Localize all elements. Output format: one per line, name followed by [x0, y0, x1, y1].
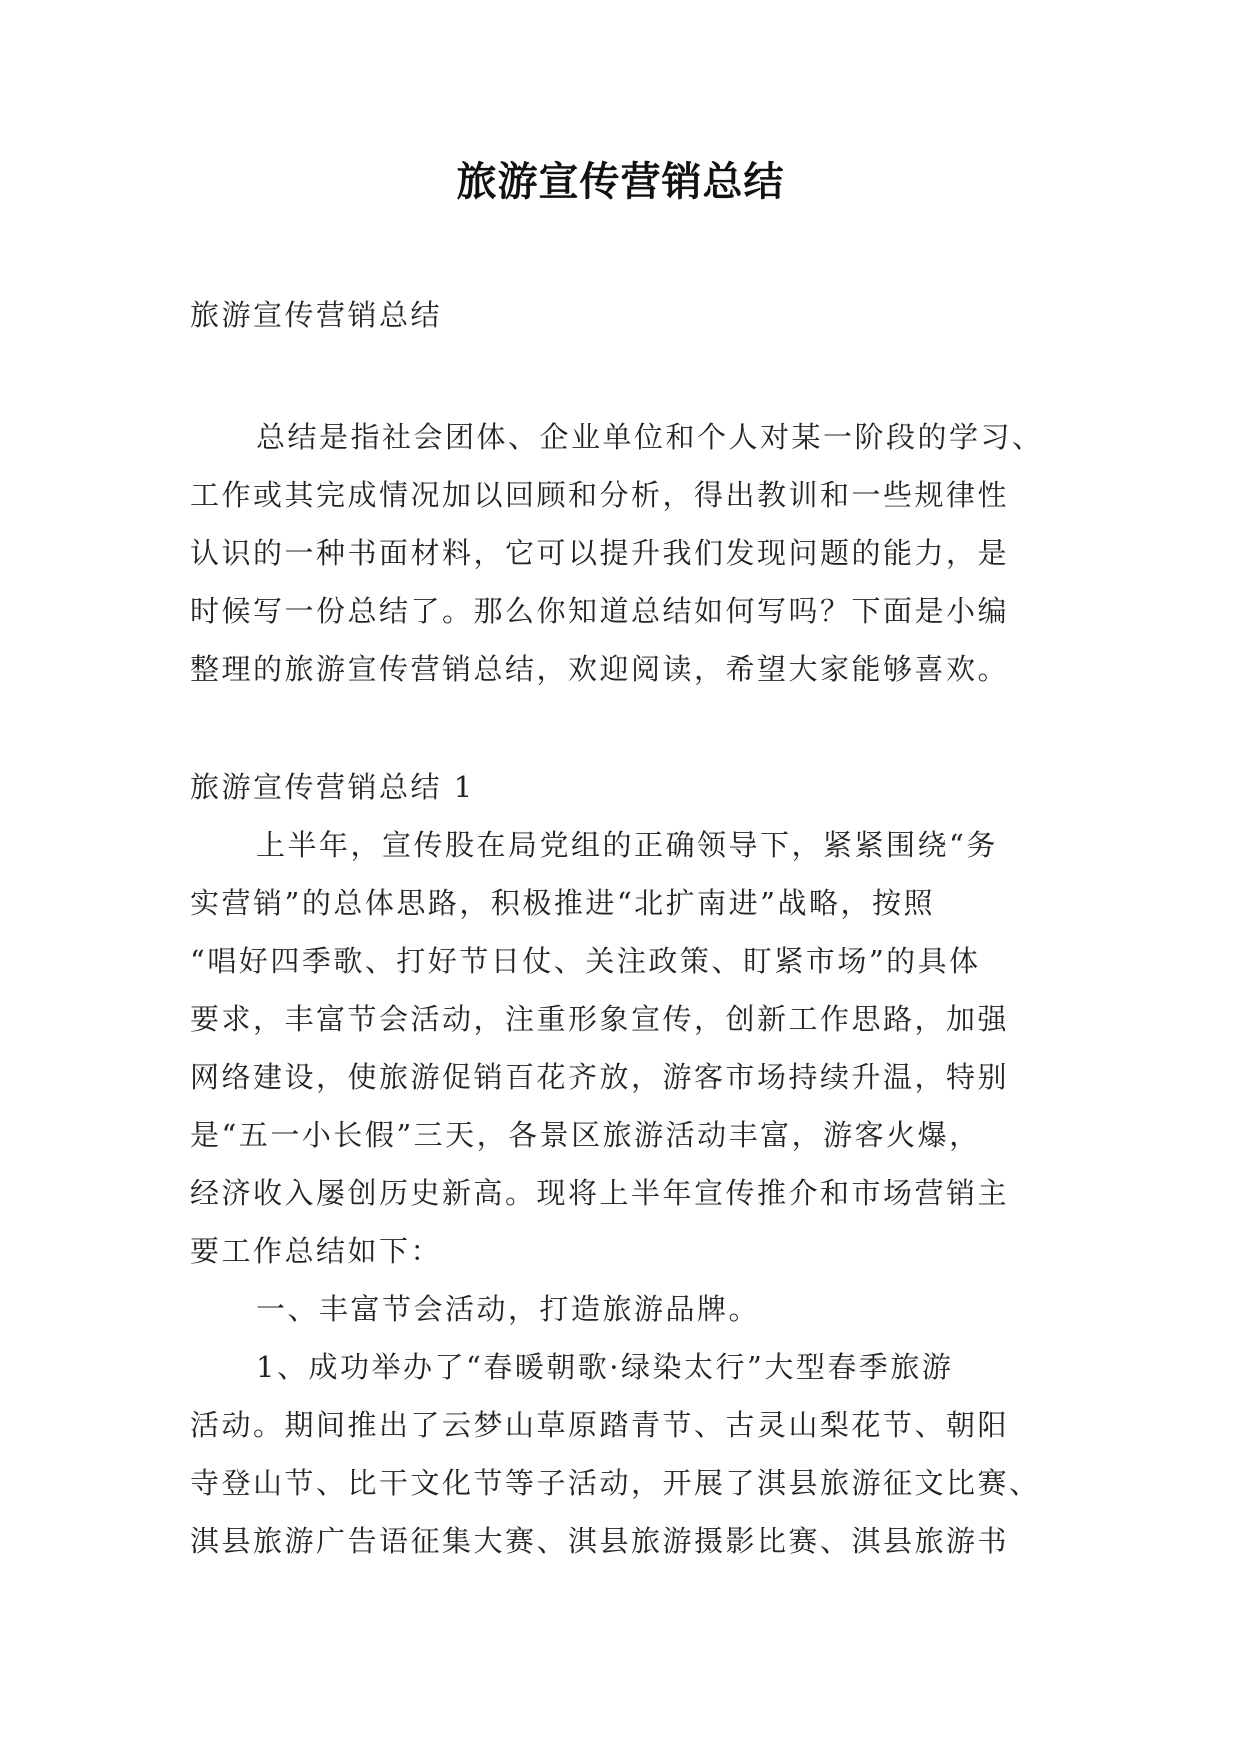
- subtitle: 旅游宣传营销总结: [190, 298, 443, 332]
- item-line: 活动。期间推出了云梦山草原踏青节、古灵山梨花节、朝阳: [190, 1408, 1010, 1442]
- point-heading: 一、丰富节会活动，打造旅游品牌。: [256, 1292, 761, 1326]
- intro-line: 整理的旅游宣传营销总结，欢迎阅读，希望大家能够喜欢。: [190, 652, 1010, 686]
- intro-line: 时候写一份总结了。那么你知道总结如何写吗？下面是小编: [190, 594, 1010, 628]
- intro-paragraph: [190, 408, 1050, 698]
- section-line: 要求，丰富节会活动，注重形象宣传，创新工作思路，加强: [190, 1002, 1010, 1036]
- intro-line: 认识的一种书面材料，它可以提升我们发现问题的能力，是: [190, 536, 1010, 570]
- intro-line: 工作或其完成情况加以回顾和分析，得出教训和一些规律性: [190, 478, 1010, 512]
- section-line: “唱好四季歌、打好节日仗、关注政策、盯紧市场”的具体: [190, 944, 981, 978]
- section-line: 要工作总结如下：: [190, 1234, 443, 1268]
- item-line: 淇县旅游广告语征集大赛、淇县旅游摄影比赛、淇县旅游书: [190, 1524, 1010, 1558]
- section-line: 上半年，宣传股在局党组的正确领导下，紧紧围绕“务: [256, 828, 998, 862]
- item-line: 1、成功举办了“春暖朝歌·绿染太行”大型春季旅游: [256, 1350, 954, 1384]
- section-line: 网络建设，使旅游促销百花齐放，游客市场持续升温，特别: [190, 1060, 1010, 1094]
- section-line: 实营销”的总体思路，积极推进“北扩南进”战略，按照: [190, 886, 935, 920]
- section-line: 经济收入屡创历史新高。现将上半年宣传推介和市场营销主: [190, 1176, 1010, 1210]
- section-paragraph: [190, 816, 1050, 1280]
- document-title: 旅游宣传营销总结: [456, 158, 785, 205]
- item-paragraph: [190, 1338, 1050, 1570]
- document-body: [190, 286, 1050, 1570]
- section-line: 是“五一小长假”三天，各景区旅游活动丰富，游客火爆，: [190, 1118, 981, 1152]
- item-line: 寺登山节、比干文化节等子活动，开展了淇县旅游征文比赛、: [190, 1466, 1041, 1500]
- section-heading: 旅游宣传营销总结 1: [190, 770, 475, 804]
- spacer: [190, 344, 1050, 408]
- spacer: [190, 698, 1050, 758]
- intro-line: 总结是指社会团体、企业单位和个人对某一阶段的学习、: [256, 420, 1044, 454]
